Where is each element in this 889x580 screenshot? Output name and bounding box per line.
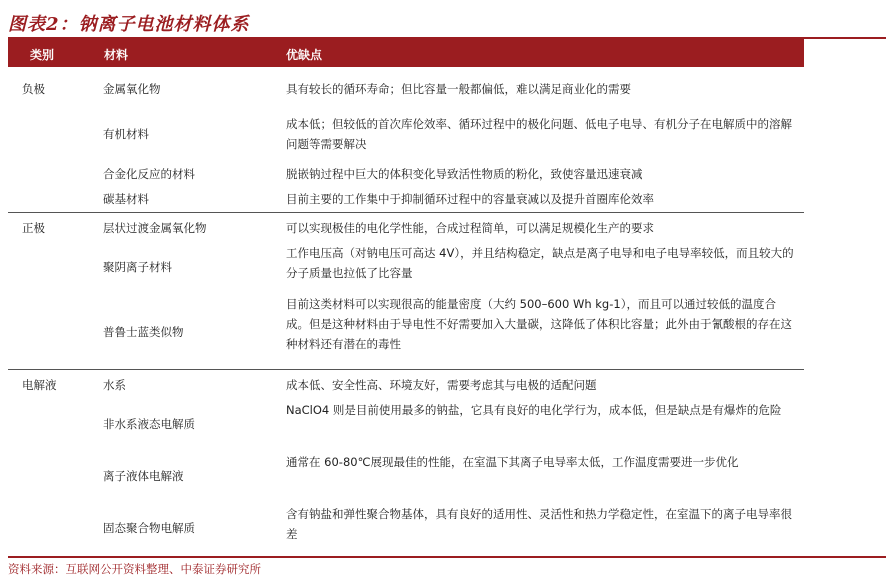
desc-cell: 含有钠盐和弹性聚合物基体，具有良好的适用性、灵活性和热力学稳定性，在室温下的离子电导率很差 [286,507,792,541]
desc-cell: 通常在 60-80℃展现最佳的性能，在室温下其离子电导率太低，工作温度需要进一步优化 [286,455,739,469]
material-cell: 聚阴离子材料 [103,260,172,274]
desc-cell: 目前主要的工作集中于抑制循环过程中的容量衰减以及提升首圈库伦效率 [286,192,654,206]
category-anode: 负极 [22,82,45,96]
group-separator [8,212,804,213]
material-cell: 合金化反应的材料 [103,167,195,181]
desc-cell: 工作电压高（对钠电压可高达 4V），并且结构稳定，缺点是离子电导和电子电导率较低，而且较大的分子质量也拉低了比容量 [286,246,794,280]
desc-cell: 成本低；但较低的首次库伦效率、循环过程中的极化问题、低电子电导、有机分子在电解质中的溶解问题等需要解决 [286,117,792,151]
source-note: 资料来源：互联网公开资料整理、中泰证券研究所 [8,562,261,576]
desc-cell: 成本低、安全性高、环境友好，需要考虑其与电极的适配问题 [286,378,597,392]
header-pros-cons: 优缺点 [286,48,323,62]
desc-cell: 可以实现极佳的电化学性能，合成过程简单，可以满足规模化生产的要求 [286,221,654,235]
desc-cell: 目前这类材料可以实现很高的能量密度（大约 500–600 Wh kg-1），而且可以通过较低的温度合成。但是这种材料由于导电性不好需要加入大量碳，这降低了体积比容量；此外由于氰酸根的存在这种材料还有潜在的毒性 [286,297,792,351]
category-cathode: 正极 [22,221,45,235]
material-cell: 非水系液态电解质 [103,417,195,431]
material-cell: 层状过渡金属氧化物 [103,221,207,235]
desc-cell: 具有较长的循环寿命；但比容量一般都偏低，难以满足商业化的需要 [286,82,631,96]
desc-cell: 脱嵌钠过程中巨大的体积变化导致活性物质的粉化，致使容量迅速衰减 [286,167,643,181]
figure-title: 图表2：钠离子电池材料体系 [8,14,250,35]
material-cell: 普鲁士蓝类似物 [103,325,184,339]
material-cell: 金属氧化物 [103,82,161,96]
group-separator [8,369,804,370]
material-cell: 水系 [103,378,126,392]
table-header [8,39,804,67]
header-category: 类别 [30,48,55,62]
material-cell: 固态聚合物电解质 [103,521,195,535]
header-material: 材料 [104,48,129,62]
bottom-rule [8,556,886,558]
category-electrolyte: 电解液 [22,378,57,392]
material-cell: 有机材料 [103,127,149,141]
desc-cell: NaClO4 则是目前使用最多的钠盐，它具有良好的电化学行为，成本低，但是缺点是有爆炸的危险 [286,403,782,417]
material-cell: 碳基材料 [103,192,149,206]
material-cell: 离子液体电解液 [103,469,184,483]
